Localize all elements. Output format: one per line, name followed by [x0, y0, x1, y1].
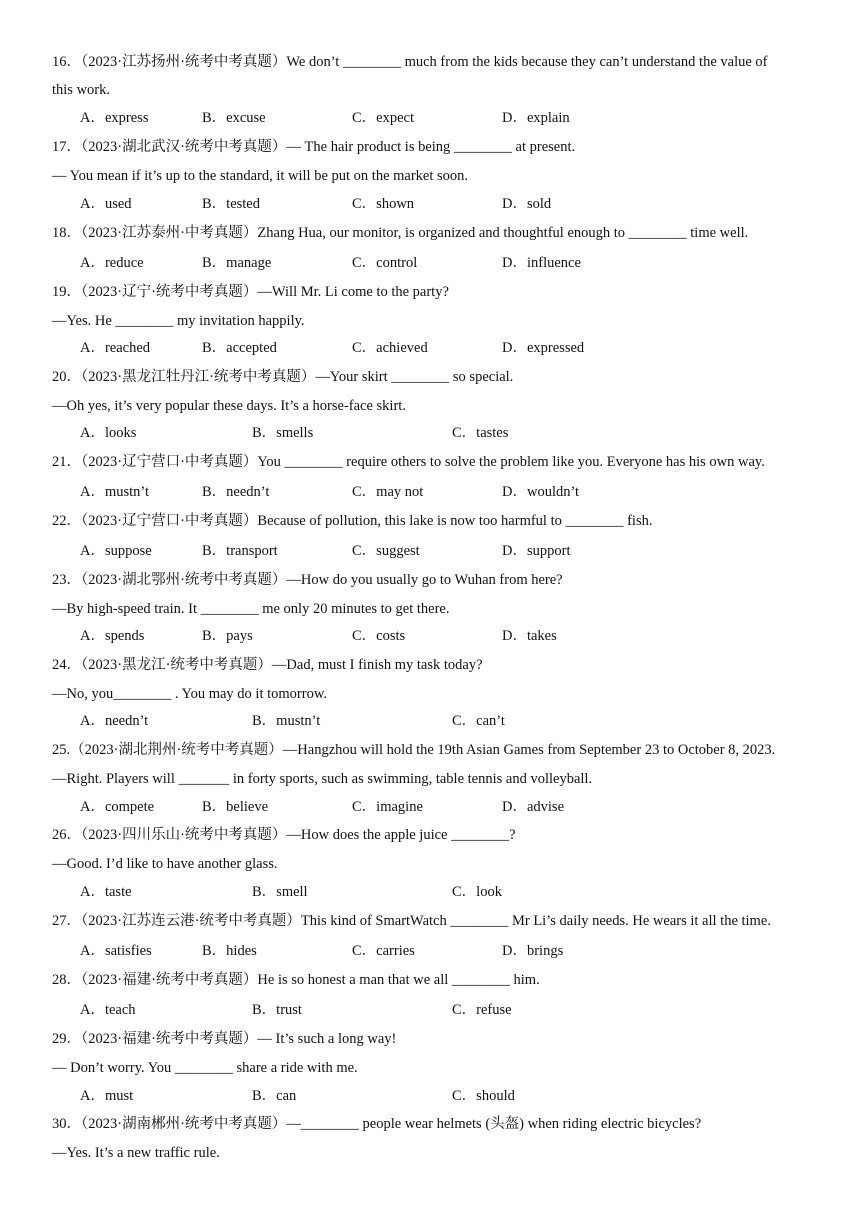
answer-option: A．express — [80, 110, 149, 126]
question-stem: 24．（2023·黑龙江·统考中考真题）—Dad, must I finish my task today? — [52, 657, 483, 673]
question-line: — You mean if it’s up to the standard, it will be put on the market soon. — [52, 168, 469, 184]
answer-option: A．satisfies — [80, 943, 152, 959]
answer-option: B．transport — [202, 543, 278, 559]
answer-option: B．trust — [252, 1002, 302, 1018]
answer-option: A．must — [80, 1088, 134, 1104]
answer-option: B．accepted — [202, 340, 277, 356]
answer-option: B．smells — [252, 425, 314, 441]
answer-option: D．wouldn’t — [502, 484, 580, 500]
question-line: —Oh yes, it’s very popular these days. It’s a horse-face skirt. — [52, 398, 406, 414]
answer-option: B．excuse — [202, 110, 266, 126]
answer-option: C．costs — [352, 628, 406, 644]
question-stem: 19．（2023·辽宁·统考中考真题）—Will Mr. Li come to the party? — [52, 284, 449, 300]
answer-option: A．needn’t — [80, 713, 149, 729]
answer-option: C．imagine — [352, 799, 423, 815]
answer-option: B．needn’t — [202, 484, 270, 500]
answer-option: C．can’t — [452, 713, 505, 729]
answer-option: C．refuse — [452, 1002, 512, 1018]
answer-option: A．suppose — [80, 543, 152, 559]
answer-option: A．teach — [80, 1002, 136, 1018]
answer-option: A．spends — [80, 628, 145, 644]
answer-option: C．shown — [352, 196, 415, 212]
question-stem: 30．（2023·湖南郴州·统考中考真题）—________ people wear helmets (头盔) when riding electric bicycles? — [52, 1116, 702, 1132]
answer-option: D．support — [502, 543, 571, 559]
question-line: — Don’t worry. You ________ share a ride with me. — [52, 1060, 358, 1076]
answer-option: D．expressed — [502, 340, 585, 356]
answer-option: B．smell — [252, 884, 308, 900]
answer-option: C．expect — [352, 110, 415, 126]
answer-option: D．influence — [502, 255, 581, 271]
answer-option: A．compete — [80, 799, 155, 815]
question-stem: 26．（2023·四川乐山·统考中考真题）—How does the apple juice ________? — [52, 827, 516, 843]
answer-option: C．tastes — [452, 425, 509, 441]
question-stem: 23．（2023·湖北鄂州·统考中考真题）—How do you usually go to Wuhan from here? — [52, 572, 563, 588]
question-line: this work. — [52, 82, 110, 98]
question-stem: 25.（2023·湖北荆州·统考中考真题）—Hangzhou will hold the 19th Asian Games from September 23 to October 8, 2023. — [52, 742, 776, 758]
answer-option: B．believe — [202, 799, 269, 815]
question-stem: 18．（2023·江苏泰州·中考真题）Zhang Hua, our monitor, is organized and thoughtful enough to ________ time well. — [52, 225, 749, 241]
question-stem: 20．（2023·黑龙江牡丹江·统考中考真题）—Your skirt ________ so special. — [52, 369, 514, 385]
answer-option: B．pays — [202, 628, 253, 644]
question-stem: 21．（2023·辽宁营口·中考真题）You ________ require others to solve the problem like you. Everyone has his own way. — [52, 454, 765, 470]
answer-option: B．mustn’t — [252, 713, 321, 729]
question-line: —Right. Players will _______ in forty sports, such as swimming, table tennis and volleyball. — [52, 771, 593, 787]
answer-option: A．taste — [80, 884, 132, 900]
answer-option: B．hides — [202, 943, 257, 959]
answer-option: C．should — [452, 1088, 515, 1104]
answer-option: A．looks — [80, 425, 137, 441]
answer-option: C．carries — [352, 943, 415, 959]
answer-option: D．advise — [502, 799, 565, 815]
question-line: —Yes. It’s a new traffic rule. — [52, 1145, 220, 1161]
answer-option: D．brings — [502, 943, 564, 959]
question-line: —Good. I’d like to have another glass. — [52, 856, 278, 872]
question-stem: 16．（2023·江苏扬州·统考中考真题）We don’t ________ much from the kids because they can’t understand the value of — [52, 54, 768, 70]
answer-option: A．reached — [80, 340, 151, 356]
answer-option: B．manage — [202, 255, 272, 271]
answer-option: D．explain — [502, 110, 570, 126]
answer-option: A．reduce — [80, 255, 144, 271]
answer-option: A．mustn’t — [80, 484, 150, 500]
answer-option: C．may not — [352, 484, 424, 500]
question-stem: 17．（2023·湖北武汉·统考中考真题）— The hair product is being ________ at present. — [52, 139, 576, 155]
answer-option: D．sold — [502, 196, 552, 212]
answer-option: D．takes — [502, 628, 557, 644]
question-line: —Yes. He ________ my invitation happily. — [52, 313, 305, 329]
question-line: —No, you________ . You may do it tomorrow. — [52, 686, 327, 702]
question-line: —By high-speed train. It ________ me only 20 minutes to get there. — [52, 601, 450, 617]
answer-option: C．achieved — [352, 340, 428, 356]
answer-option: A．used — [80, 196, 132, 212]
question-stem: 27．（2023·江苏连云港·统考中考真题）This kind of SmartWatch ________ Mr Li’s daily needs. He wears it all the time. — [52, 913, 771, 929]
question-stem: 22．（2023·辽宁营口·中考真题）Because of pollution, this lake is now too harmful to ________ fish. — [52, 513, 653, 529]
answer-option: C．control — [352, 255, 418, 271]
question-stem: 28．（2023·福建·统考中考真题）He is so honest a man that we all ________ him. — [52, 972, 540, 988]
answer-option: C．look — [452, 884, 502, 900]
answer-option: B．tested — [202, 196, 260, 212]
question-stem: 29．（2023·福建·统考中考真题）— It’s such a long way! — [52, 1031, 397, 1047]
answer-option: B．can — [252, 1088, 297, 1104]
answer-option: C．suggest — [352, 543, 420, 559]
